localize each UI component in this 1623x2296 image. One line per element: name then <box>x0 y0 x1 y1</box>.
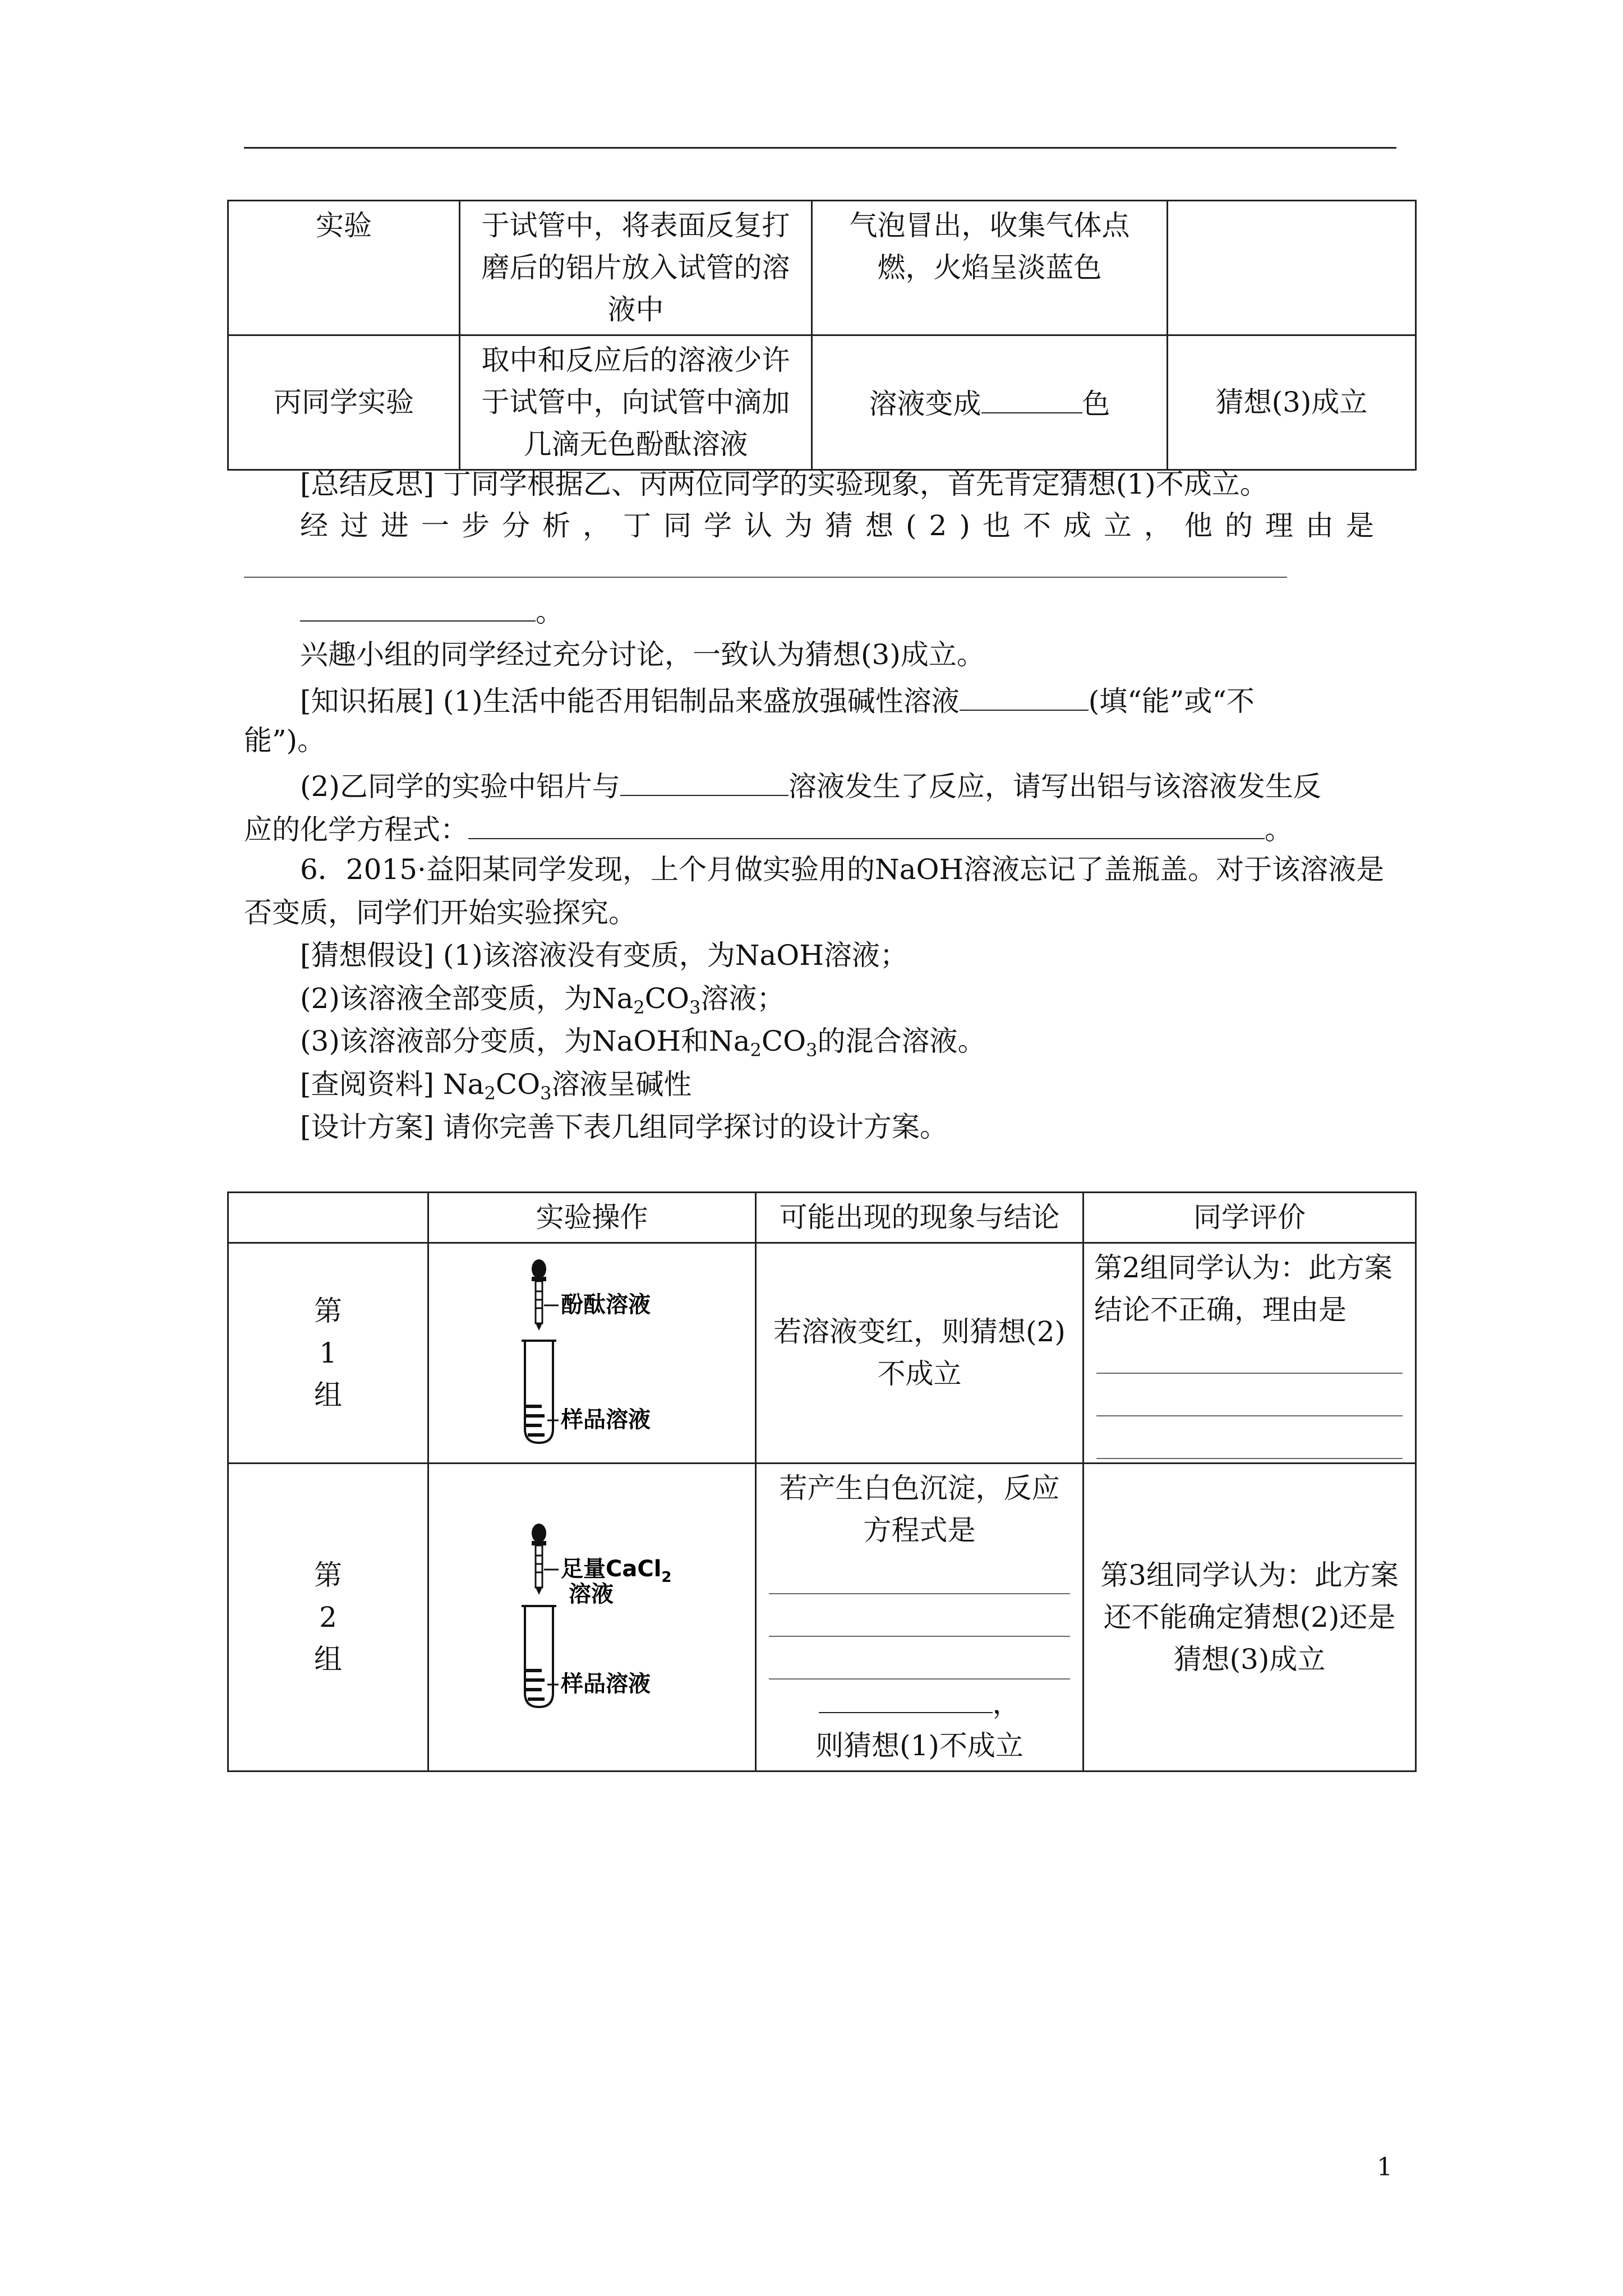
subscript: 2 <box>633 997 645 1018</box>
extension-1 <box>300 677 1255 722</box>
table-cell <box>1168 201 1416 335</box>
header-cell <box>228 1193 428 1243</box>
summary-text: [总结反思] 丁同学根据乙、丙两位同学的实验现象，首先肯定猜想(1)不成立。 <box>300 468 1268 500</box>
comment-text: 第2组同学认为：此方案结论不正确，理由是 <box>1094 1251 1393 1326</box>
hypothesis-1: [猜想假设] (1)该溶液没有变质，为NaOH溶液； <box>300 939 908 972</box>
reagent-label: 样品溶液 <box>560 1671 651 1697</box>
ref-text: CO <box>495 1068 541 1101</box>
extension-1-cont: 能”)。 <box>244 724 326 757</box>
ref-text: 溶液呈碱性 <box>551 1068 692 1101</box>
subscript: 2 <box>661 1569 672 1586</box>
subscript: 3 <box>540 1083 552 1104</box>
answer-line[interactable] <box>769 1552 1070 1594</box>
table-cell: 猜想(3)成立 <box>1168 335 1416 470</box>
answer-line[interactable] <box>769 1637 1070 1680</box>
analysis-text: 经过进一步分析，丁同学认为猜想(2)也不成立，他的理由是 <box>300 509 1386 542</box>
header-cell: 可能出现的现象与结论 <box>756 1193 1083 1243</box>
answer-blank[interactable] <box>244 553 1287 578</box>
table-cell: 丙同学实验 <box>228 335 460 470</box>
subscript: 2 <box>750 1039 762 1061</box>
label-line: 第 <box>314 1558 342 1591</box>
table-row <box>228 335 1416 470</box>
answer-line-row <box>244 547 1287 589</box>
result-text: 若产生白色沉淀，反应方程式是 <box>779 1472 1060 1547</box>
design-table <box>227 1191 1417 1772</box>
answer-blank[interactable] <box>300 591 536 622</box>
answer-line[interactable] <box>769 1594 1070 1637</box>
header-cell: 实验操作 <box>428 1193 756 1243</box>
test-tube-dropper-icon <box>502 1522 682 1713</box>
ref-text: [查阅资料] Na <box>300 1068 485 1101</box>
result-cell <box>756 1464 1083 1772</box>
result-cell: 若溶液变红，则猜想(2)不成立 <box>756 1243 1083 1464</box>
hyp-text: (3)该溶液部分变质，为NaOH和Na <box>300 1025 750 1057</box>
result-text: ， <box>992 1687 1021 1720</box>
answer-line-row <box>767 1680 1072 1725</box>
table-cell: 于试管中，将表面反复打磨后的铝片放入试管的溶液中 <box>460 201 812 335</box>
question-6: 6．2015·益阳某同学发现，上个月做实验用的NaOH溶液忘记了盖瓶盖。对于该溶液是 <box>300 853 1385 886</box>
result-text: 则猜想(1)不成立 <box>815 1729 1023 1762</box>
reagent-label-part: 足量CaCl <box>560 1556 661 1582</box>
question-6-cont: 否变质，同学们开始实验探究。 <box>244 896 637 929</box>
table-cell: 取中和反应后的溶液少许于试管中，向试管中滴加几滴无色酚酞溶液 <box>460 335 812 470</box>
table-header-row <box>228 1193 1416 1243</box>
hyp-text: 溶液； <box>700 982 785 1015</box>
period-text: 。 <box>536 596 564 628</box>
answer-line-row-2 <box>300 591 564 633</box>
ext-text: 应的化学方程式： <box>244 813 468 846</box>
table-row <box>228 201 1416 335</box>
design-text: [设计方案] 请你完善下表几组同学探讨的设计方案。 <box>300 1111 948 1143</box>
header-rule <box>244 147 1396 149</box>
label-line: 组 <box>314 1378 342 1411</box>
ext-text: (2)乙同学的实验中铝片与 <box>300 770 620 803</box>
label-line: 组 <box>314 1642 342 1676</box>
table-cell: 实验 <box>228 201 460 335</box>
ext-text: (填“能”或“不 <box>1088 685 1255 717</box>
extension-2 <box>300 762 1321 807</box>
subscript: 3 <box>806 1039 818 1061</box>
subscript: 2 <box>484 1083 496 1104</box>
cell-text: 溶液变成 <box>869 388 981 420</box>
label-line: 2 <box>319 1600 337 1634</box>
consensus-text: 兴趣小组的同学经过充分讨论，一致认为猜想(3)成立。 <box>300 638 985 671</box>
apparatus-cell <box>428 1243 756 1464</box>
group-label <box>228 1464 428 1772</box>
hyp-text: (2)该溶液全部变质，为Na <box>300 982 634 1015</box>
hyp-text: CO <box>644 982 689 1015</box>
group-label <box>228 1243 428 1464</box>
label-line: 1 <box>319 1336 337 1369</box>
answer-blank[interactable] <box>819 1680 993 1713</box>
header-cell: 同学评价 <box>1083 1193 1416 1243</box>
table-row <box>228 1243 1416 1464</box>
answer-blank[interactable] <box>468 806 1265 839</box>
answer-line[interactable] <box>1096 1331 1403 1374</box>
reagent-label: 样品溶液 <box>560 1407 651 1433</box>
extension-2-cont <box>244 806 1293 850</box>
table-row <box>228 1464 1416 1772</box>
table-cell <box>812 335 1168 470</box>
ext-text: [知识拓展] (1)生活中能否用铝制品来盛放强碱性溶液 <box>300 685 960 717</box>
experiment-table <box>227 200 1417 471</box>
answer-line[interactable] <box>1096 1374 1403 1416</box>
page-number: 1 <box>1377 2153 1393 2182</box>
comment-cell: 第3组同学认为：此方案还不能确定猜想(2)还是猜想(3)成立 <box>1083 1464 1416 1772</box>
answer-blank[interactable] <box>960 677 1089 711</box>
subscript: 3 <box>689 997 701 1018</box>
test-tube-dropper-icon <box>502 1258 682 1448</box>
answer-line[interactable] <box>1096 1416 1403 1459</box>
comment-cell <box>1083 1243 1416 1464</box>
answer-blank[interactable] <box>981 380 1082 413</box>
reagent-label: 溶液 <box>568 1581 614 1607</box>
ext-text: 。 <box>1265 813 1293 846</box>
apparatus-cell <box>428 1464 756 1772</box>
cell-text: 色 <box>1082 388 1110 420</box>
table-cell: 气泡冒出，收集气体点燃，火焰呈淡蓝色 <box>812 201 1168 335</box>
hyp-text: CO <box>761 1025 806 1057</box>
reagent-label: 酚酞溶液 <box>560 1292 651 1318</box>
label-line: 第 <box>314 1294 342 1327</box>
answer-blank[interactable] <box>620 762 789 796</box>
ext-text: 溶液发生了反应，请写出铝与该溶液发生反 <box>788 770 1321 803</box>
hyp-text: 的混合溶液。 <box>817 1025 986 1057</box>
